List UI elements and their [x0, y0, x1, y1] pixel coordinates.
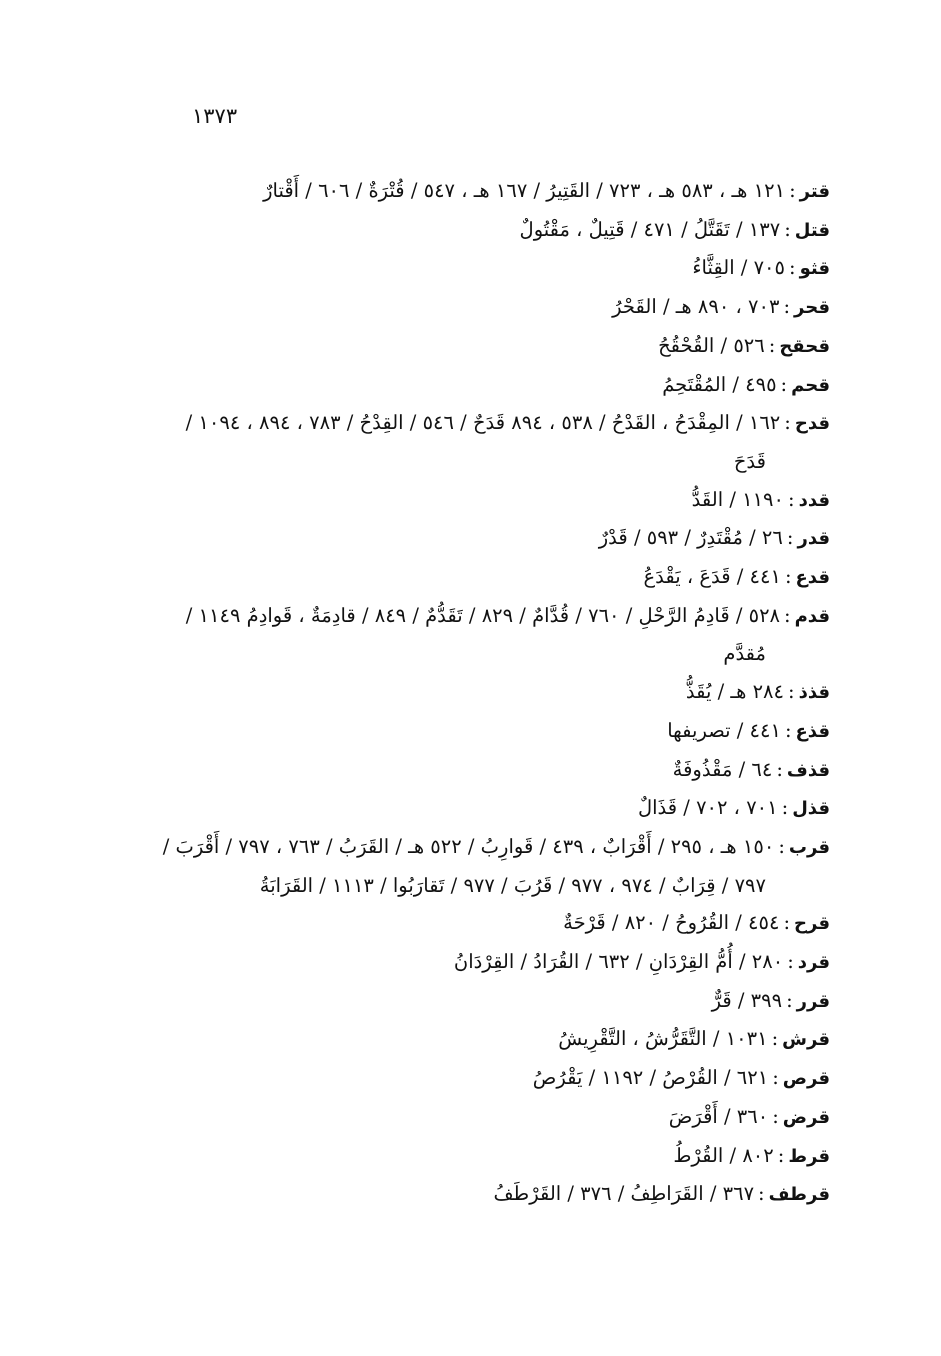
index-entry: قذذ:٢٨٤ هـ / يُقَذُّ	[685, 680, 830, 704]
index-entry: قذع:٤٤١ / تصريفها	[667, 718, 830, 742]
index-entry: قدح:١٦٢ / المِقْدَحُ ، القَدْحُ / ٥٣٨ ، ٨٩٤ قَدَحٌ / ٥٤٦ / القِدْحُ / ٧٨٣ ، ٨٩٤ ، ١٠٩٤ / قَدَحَ	[185, 411, 830, 473]
index-entry: قحم:٤٩٥ / المُقْتَحِمُ	[662, 372, 830, 396]
entry-root: قدح	[794, 413, 830, 435]
index-entry: قحقح:٥٢٦ / القُحْقُحُ	[658, 333, 830, 357]
entry-root: قتر	[799, 181, 830, 202]
entry-refs: ١٢١ هـ ، ٥٨٣ هـ ، ٧٢٣ / القَتِيرُ / ١٦٧ هـ ، ٥٤٧ / قُتْرَةٌ / ٦٠٦ / أَقْتارٌ	[263, 179, 786, 202]
index-entry: قذف:٦٤ / مَقْذُوفَةٌ	[672, 757, 830, 781]
entry-refs: ٤٥٤ / القُرُوحُ / ٨٢٠ / قَرْحَةٌ	[563, 911, 780, 935]
index-entry: قرب:١٥٠ هـ ، ٢٩٥ / أَقْرَابٌ ، ٤٣٩ / قَوارِبُ / ٥٢٢ هـ / القَرَبُ / ٧٦٣ ، ٧٩٧ / أَقْرَبَ / ٧٩٧ / قِرَابٌ / ٩٧٤ ، ٩٧٧ / قَرُبَ / ٩٧٧ / تَقارَبُوا / ١١١٣ / القَرَابَةُ	[162, 834, 830, 897]
entry-root: قذذ	[798, 682, 830, 704]
entry-refs: ٧٠٣ ، ٨٩٠ هـ / القَحْرُ	[612, 295, 780, 319]
entry-refs: ٤٩٥ / المُقْتَحِمُ	[662, 372, 777, 396]
index-entry: قرص:٦٢١ / القُرْصُ / ١١٩٢ / يَقْرُصُ	[532, 1066, 830, 1090]
entry-root: قرح	[794, 913, 830, 935]
entry-refs: ٣٦٧ / القَرَاطِفُ / ٣٧٦ / القَرْطَفُ	[493, 1182, 755, 1206]
index-entry: قرد:٢٨٠ / أُمُّ القِرْدَانِ / ٦٣٢ / القُرَادُ / القِرْدَانُ	[453, 950, 830, 974]
index-entry: قثو:٧٠٥ / القِثَّاءُ	[692, 256, 830, 280]
entry-refs: ١٠٣١ / التَّقَرُّشُ ، التَّقْرِيشُ	[558, 1027, 768, 1051]
index-entry: قرطف:٣٦٧ / القَرَاطِفُ / ٣٧٦ / القَرْطَفُ	[493, 1182, 830, 1206]
entry-root: قرطف	[768, 1184, 830, 1206]
entry-root: قرص	[782, 1068, 830, 1090]
entry-root: قدد	[798, 489, 830, 511]
entry-refs: ٢٦ / مُقْتَدِرٌ / ٥٩٣ / قَدْرٌ	[598, 526, 783, 550]
entry-root: قدع	[795, 567, 830, 589]
index-entry: قرض:٣٦٠ / أَقْرَضَ	[668, 1104, 830, 1128]
entry-refs: ١٥٠ هـ ، ٢٩٥ / أَقْرَابٌ ، ٤٣٩ / قَوارِبُ / ٥٢٢ هـ / القَرَبُ / ٧٦٣ ، ٧٩٧ / أَقْرَبَ / ٧٩٧ / قِرَابٌ / ٩٧٤ ، ٩٧٧ / قَرُبَ / ٩٧٧ / تَقارَبُوا / ١١١٣ / القَرَابَةُ	[162, 834, 775, 897]
entry-root: قذف	[786, 759, 830, 781]
index-entry: قدع:٤٤١ / قَدَعَ ، يَقْدَعُ	[643, 565, 830, 589]
index-list	[150, 172, 830, 1214]
index-entry: قدر:٢٦ / مُقْتَدِرٌ / ٥٩٣ / قَدْرٌ	[598, 526, 830, 550]
entry-refs: ٧٠١ ، ٧٠٢ / قَذَالٌ	[637, 796, 778, 820]
entry-refs: ٢٨٤ هـ / يُقَذُّ	[685, 680, 784, 704]
entry-root: قرد	[797, 952, 830, 974]
page-number: ١٣٧٣	[192, 104, 238, 128]
entry-refs: ١١٩٠ / القَدُّ	[691, 487, 784, 511]
entry-root: قدم	[794, 605, 830, 627]
entry-refs: ٥٢٨ / قَادِمُ الرَّحْلِ / ٧٦٠ / قُدَّامٌ / ٨٢٩ / تَقَدُّمٌ / ٨٤٩ / قادِمَةٌ ، قَوادِمُ ١١٤٩ / مُقدَّم	[185, 603, 781, 666]
entry-refs: ٦٢١ / القُرْصُ / ١١٩٢ / يَقْرُصُ	[532, 1066, 769, 1090]
entry-refs: ٨٠٢ / القُرْطُ	[673, 1143, 774, 1167]
index-entry: قرح:٤٥٤ / القُرُوحُ / ٨٢٠ / قَرْحَةٌ	[563, 911, 830, 935]
index-entry: قرر:٣٩٩ / قَرٌّ	[711, 988, 830, 1012]
index-entry: قحر:٧٠٣ ، ٨٩٠ هـ / القَحْرُ	[612, 295, 830, 319]
entry-refs: ٥٢٦ / القُحْقُحُ	[658, 333, 765, 357]
index-entry: قرش:١٠٣١ / التَّقَرُّشُ ، التَّقْرِيشُ	[558, 1027, 830, 1051]
entry-root: قذل	[792, 798, 830, 820]
entry-root: قرر	[796, 990, 830, 1012]
entry-root: قرب	[788, 836, 830, 858]
index-entry: قتل:١٣٧ / تَقَتَّلُ / ٤٧١ / قَتِيلٌ ، مَقْتُولٌ	[519, 217, 830, 241]
index-entry: قدم:٥٢٨ / قَادِمُ الرَّحْلِ / ٧٦٠ / قُدَّامٌ / ٨٢٩ / تَقَدُّمٌ / ٨٤٩ / قادِمَةٌ ، قَوادِمُ ١١٤٩ / مُقدَّم	[185, 603, 830, 666]
entry-refs: ٤٤١ / تصريفها	[667, 718, 781, 742]
entry-root: قذع	[795, 720, 830, 742]
entry-refs: ٤٤١ / قَدَعَ ، يَقْدَعُ	[643, 565, 781, 589]
entry-root: قرط	[788, 1145, 830, 1167]
entry-root: قرض	[782, 1106, 830, 1128]
entry-root: قرش	[782, 1029, 830, 1051]
entry-refs: ٢٨٠ / أُمُّ القِرْدَانِ / ٦٣٢ / القُرَادُ / القِرْدَانُ	[453, 950, 784, 974]
entry-root: قتل	[794, 219, 830, 241]
entry-root: قحر	[794, 297, 830, 319]
entry-refs: ٣٩٩ / قَرٌّ	[711, 988, 783, 1012]
entry-root: قدر	[797, 528, 830, 550]
entry-refs: ١٣٧ / تَقَتَّلُ / ٤٧١ / قَتِيلٌ ، مَقْتُولٌ	[519, 217, 781, 241]
index-entry: قذل:٧٠١ ، ٧٠٢ / قَذَالٌ	[637, 796, 830, 820]
entry-root: قحم	[791, 374, 830, 396]
index-entry: قتر:١٢١ هـ ، ٥٨٣ هـ ، ٧٢٣ / القَتِيرُ / ١٦٧ هـ ، ٥٤٧ / قُتْرَةٌ / ٦٠٦ / أَقْتارٌ	[263, 179, 830, 202]
index-entry: قرط:٨٠٢ / القُرْطُ	[673, 1143, 830, 1167]
entry-root: قحقح	[779, 335, 830, 357]
entry-refs: ٦٤ / مَقْذُوفَةٌ	[672, 757, 773, 781]
entry-refs: ١٦٢ / المِقْدَحُ ، القَدْحُ / ٥٣٨ ، ٨٩٤ قَدَحٌ / ٥٤٦ / القِدْحُ / ٧٨٣ ، ٨٩٤ ، ١٠٩٤ / قَدَحَ	[185, 411, 781, 473]
index-entry: قدد:١١٩٠ / القَدُّ	[691, 487, 830, 511]
entry-root: قثو	[799, 258, 830, 280]
entry-refs: ٣٦٠ / أَقْرَضَ	[668, 1104, 769, 1128]
entry-refs: ٧٠٥ / القِثَّاءُ	[692, 256, 785, 280]
